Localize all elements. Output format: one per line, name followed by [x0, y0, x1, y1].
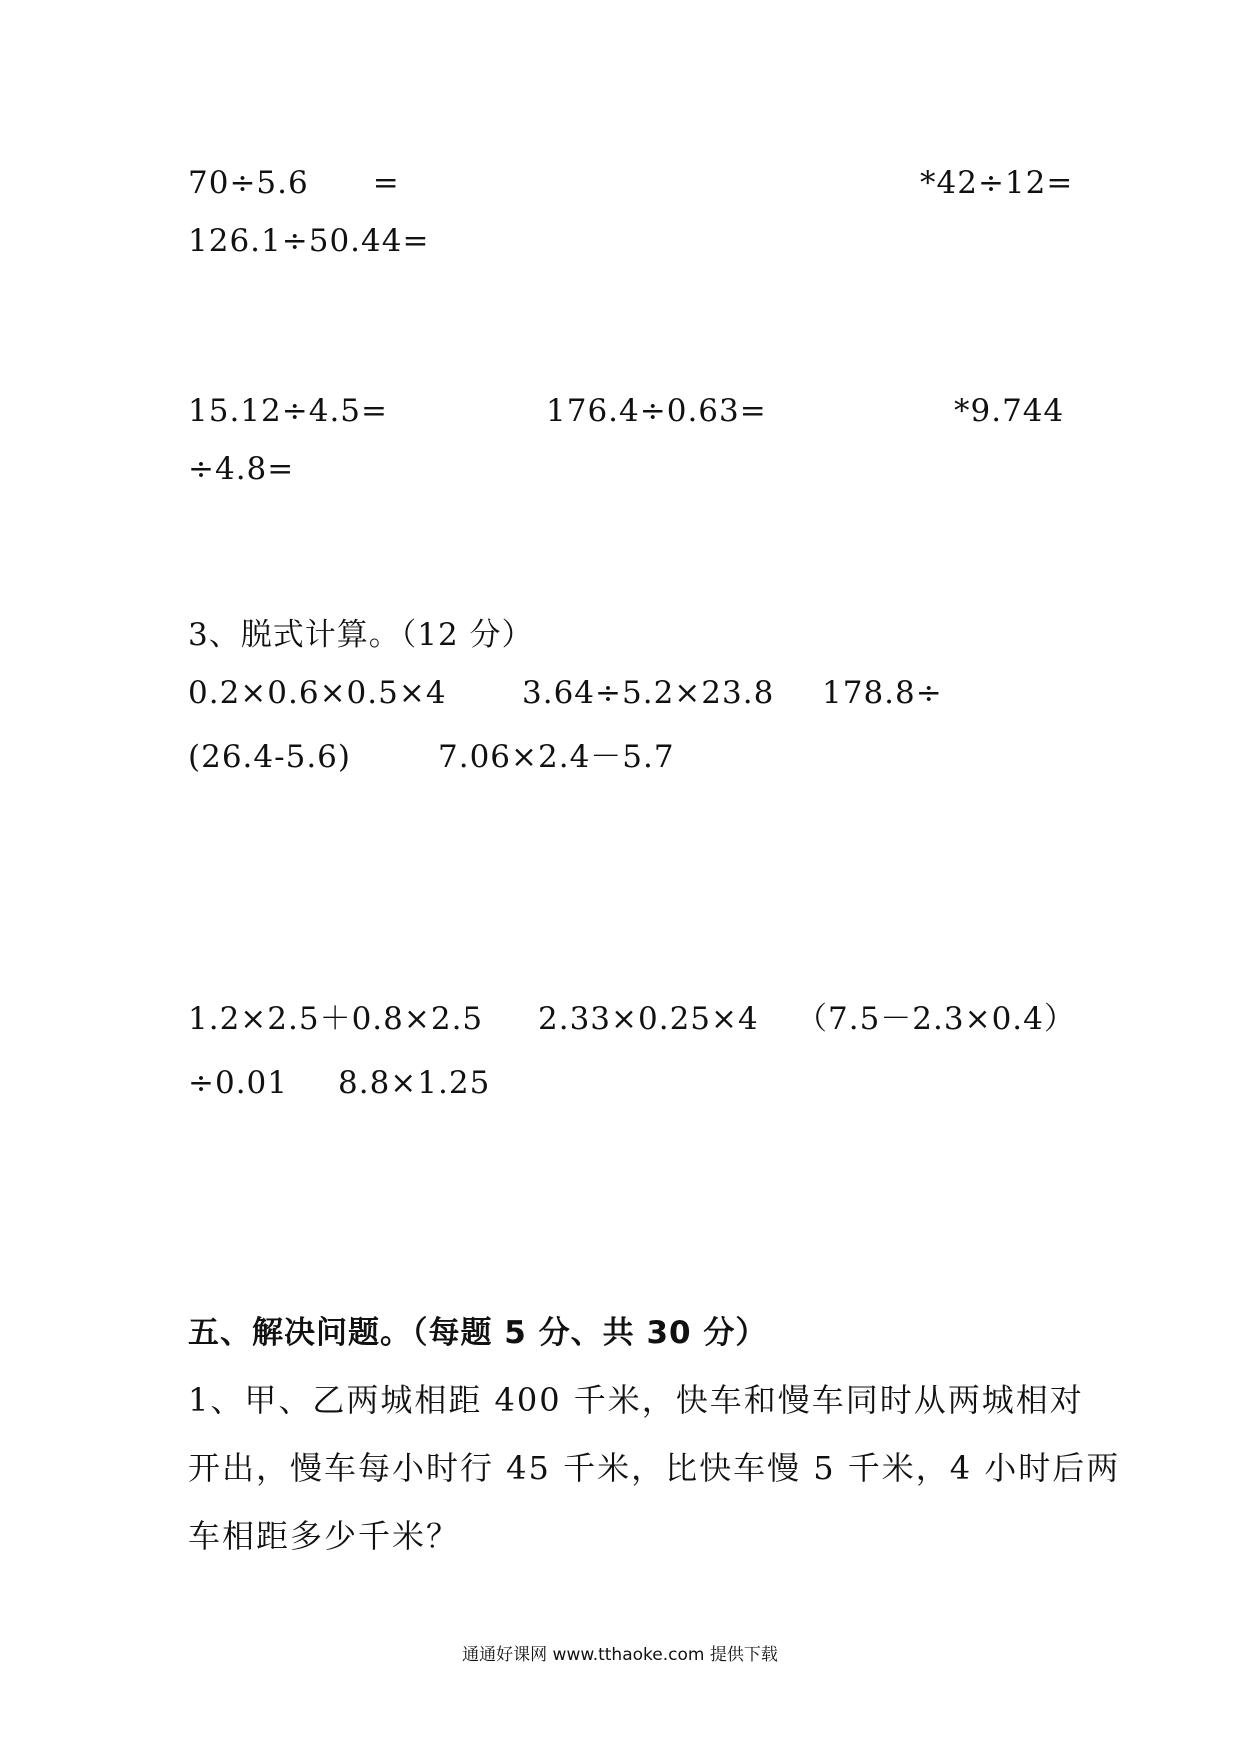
expr-9-744: *9.744 — [954, 393, 1065, 429]
problem-1-line-1: 1、甲、乙两城相距 400 千米，快车和慢车同时从两城相对 — [188, 1381, 1084, 1419]
expr-126-1-div-50-44: 126.1÷50.44= — [188, 223, 430, 259]
expr-2-33x0-25x4: 2.33×0.25×4 — [538, 1001, 759, 1037]
expr-70-div-5-6: 70÷5.6 = — [188, 165, 400, 201]
page-footer: 通通好课网 www.tthaoke.com 提供下载 — [462, 1645, 778, 1665]
expr-26-4-minus-5-6: (26.4-5.6) — [188, 739, 351, 775]
expr-3-64-div-5-2x23-8: 3.64÷5.2×23.8 — [522, 675, 775, 711]
expr-8-8x1-25: 8.8×1.25 — [338, 1065, 491, 1101]
expr-42-div-12: *42÷12= — [920, 165, 1074, 201]
expr-div-4-8: ÷4.8= — [188, 451, 295, 487]
problem-1-line-3: 车相距多少千米？ — [188, 1517, 461, 1555]
expr-0-2x0-6x0-5x4: 0.2×0.6×0.5×4 — [188, 675, 447, 711]
section-heading-problems: 五、解决问题。（每题 5 分、共 30 分） — [188, 1315, 768, 1351]
expr-div-0-01: ÷0.01 — [188, 1065, 288, 1101]
expr-1-2x2-5-plus-0-8x2-5: 1.2×2.5＋0.8×2.5 — [188, 1001, 484, 1037]
expr-178-8-div: 178.8÷ — [822, 675, 943, 711]
expr-7-5-minus-2-3x0-4: （7.5－2.3×0.4） — [796, 1001, 1076, 1037]
expr-176-4-div-0-63: 176.4÷0.63= — [546, 393, 767, 429]
expr-7-06x2-4-minus-5-7: 7.06×2.4－5.7 — [438, 739, 675, 775]
expr-15-12-div-4-5: 15.12÷4.5= — [188, 393, 388, 429]
problem-1-line-2: 开出，慢车每小时行 45 千米，比快车慢 5 千米，4 小时后两 — [188, 1449, 1121, 1487]
section-heading-stepwise: 3、脱式计算。（12 分） — [188, 617, 534, 653]
